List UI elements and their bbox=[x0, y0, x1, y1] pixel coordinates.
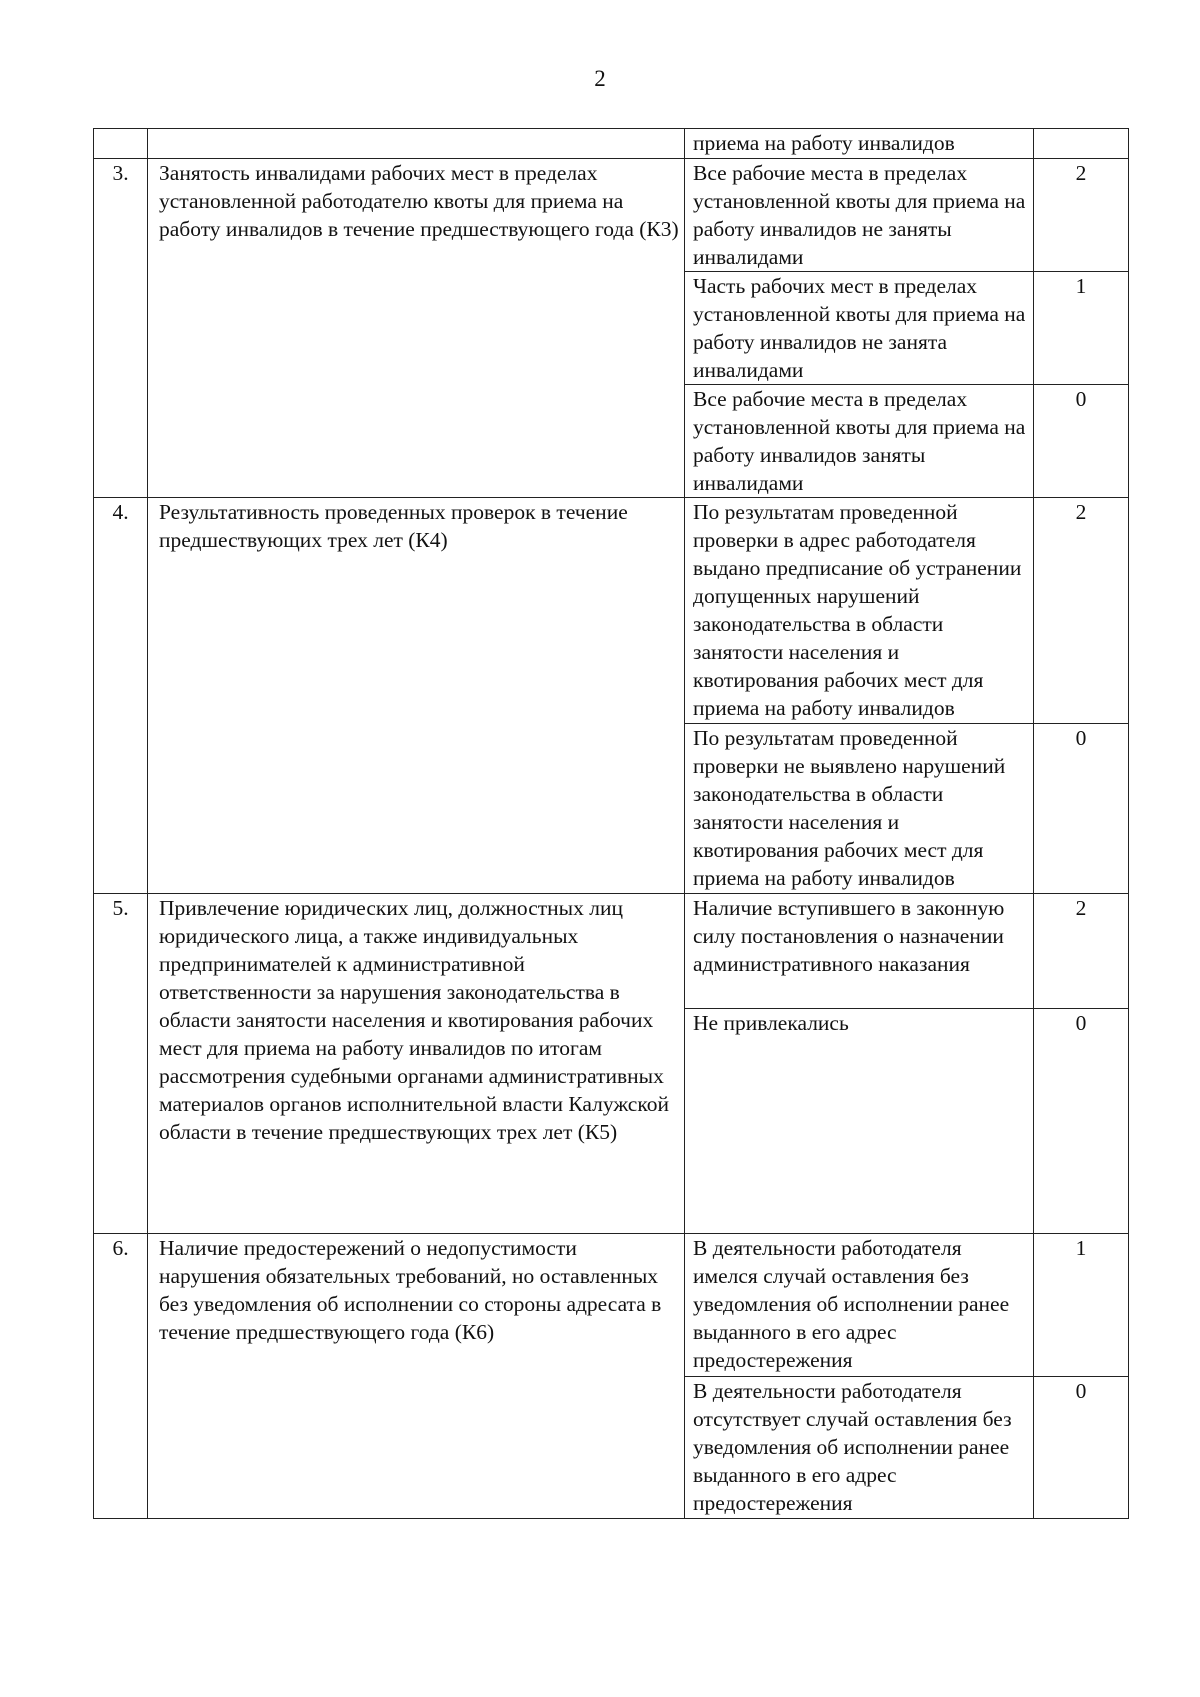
condition-text: Все рабочие места в пределах установленной квоты для приема на работу инвалидов не заняты инвалидами bbox=[685, 159, 1034, 272]
score-cell bbox=[1034, 129, 1129, 159]
row-number: 4. bbox=[94, 498, 148, 894]
criteria-table bbox=[93, 128, 1129, 1519]
row-number: 5. bbox=[94, 894, 148, 1234]
score-value: 1 bbox=[1034, 1234, 1129, 1377]
score-value: 0 bbox=[1034, 385, 1129, 498]
criterion-cell bbox=[148, 129, 685, 159]
condition-text: Не привлекались bbox=[685, 1009, 1034, 1234]
score-value: 0 bbox=[1034, 724, 1129, 894]
score-value: 2 bbox=[1034, 498, 1129, 724]
score-value: 1 bbox=[1034, 272, 1129, 385]
table-row bbox=[94, 894, 1129, 1009]
criterion-text: Результативность проведенных проверок в течение предшествующих трех лет (К4) bbox=[148, 498, 685, 894]
page-number: 2 bbox=[594, 66, 606, 91]
criterion-text: Наличие предостережений о недопустимости нарушения обязательных требований, но оставленных без уведомления об исполнении со стороны адресата в течение предшествующего года (К6) bbox=[148, 1234, 685, 1519]
table-row bbox=[94, 159, 1129, 272]
score-value: 2 bbox=[1034, 159, 1129, 272]
table-row bbox=[94, 1234, 1129, 1377]
condition-text: По результатам проведенной проверки в адрес работодателя выдано предписание об устранении допущенных нарушений законодательства в области занятости населения и квотирования рабочих мест для приема на работу инвалидов bbox=[685, 498, 1034, 724]
condition-text: В деятельности работодателя имелся случай оставления без уведомления об исполнении ранее выданного в его адрес предостережения bbox=[685, 1234, 1034, 1377]
condition-text: По результатам проведенной проверки не выявлено нарушений законодательства в области занятости населения и квотирования рабочих мест для приема на работу инвалидов bbox=[685, 724, 1034, 894]
condition-text: Наличие вступившего в законную силу постановления о назначении административного наказания bbox=[685, 894, 1034, 1009]
score-value: 2 bbox=[1034, 894, 1129, 1009]
row-number: 3. bbox=[94, 159, 148, 498]
criterion-text: Привлечение юридических лиц, должностных лиц юридического лица, а также индивидуальных предпринимателей к административной ответственности за нарушения законодательства в области занятости населения и квотирования рабочих мест для приема на работу инвалидов по итогам рассмотрения судебными органами административных материалов органов исполнительной власти Калужской области в течение предшествующих трех лет (К5) bbox=[148, 894, 685, 1234]
condition-text: Все рабочие места в пределах установленной квоты для приема на работу инвалидов заняты инвалидами bbox=[685, 385, 1034, 498]
criterion-text: Занятость инвалидами рабочих мест в пределах установленной работодателю квоты для приема на работу инвалидов в течение предшествующего года (К3) bbox=[148, 159, 685, 498]
continuation-row bbox=[94, 129, 1129, 159]
number-cell bbox=[94, 129, 148, 159]
score-value: 0 bbox=[1034, 1009, 1129, 1234]
condition-text: В деятельности работодателя отсутствует случай оставления без уведомления об исполнении ранее выданного в его адрес предостережения bbox=[685, 1377, 1034, 1519]
table-row bbox=[94, 498, 1129, 724]
condition-cell: приема на работу инвалидов bbox=[685, 129, 1034, 159]
condition-text: Часть рабочих мест в пределах установленной квоты для приема на работу инвалидов не занята инвалидами bbox=[685, 272, 1034, 385]
row-number: 6. bbox=[94, 1234, 148, 1519]
score-value: 0 bbox=[1034, 1377, 1129, 1519]
